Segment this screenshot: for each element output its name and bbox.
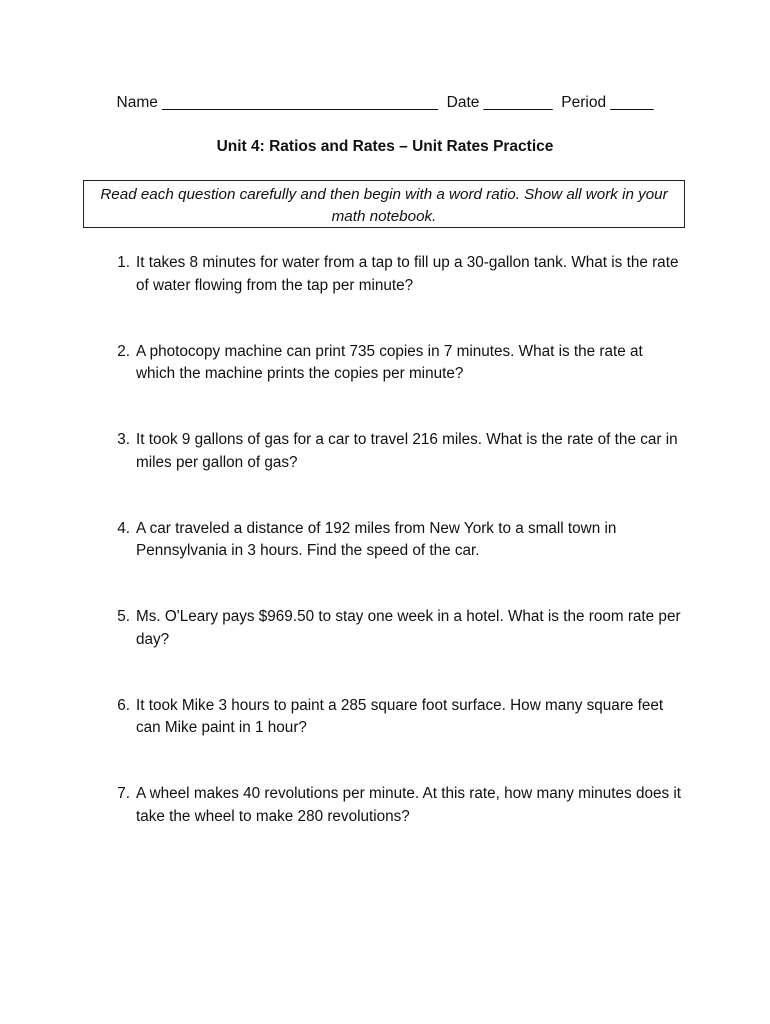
- question-item-7: [0, 783, 770, 872]
- question-number: 1.: [117, 254, 130, 271]
- question-text: It took 9 gallons of gas for a car to travel 216 miles. What is the rate of the car in miles per gallon of gas?: [136, 431, 678, 471]
- question-text: It takes 8 minutes for water from a tap to fill up a 30-gallon tank. What is the rate of water flowing from the tap per minute?: [136, 254, 679, 294]
- question-number: 4.: [117, 519, 130, 537]
- question-text: It took Mike 3 hours to paint a 285 square foot surface. How many square feet can Mike paint in 1 hour?: [136, 696, 664, 736]
- instructions-box: [83, 180, 685, 228]
- question-item-4: [0, 518, 770, 607]
- question-text: Ms. O'Leary pays $969.50 to stay one week in a hotel. What is the room rate per day?: [136, 608, 681, 648]
- question-number: 2.: [117, 342, 130, 360]
- question-number: 6.: [117, 696, 130, 714]
- question-list: [0, 252, 770, 872]
- question-number: 5.: [117, 608, 130, 625]
- question-text: A photocopy machine can print 735 copies in 7 minutes. What is the rate at which the machine prints the copies per minute?: [136, 342, 643, 382]
- question-item-2: [0, 341, 770, 430]
- question-number: 7.: [117, 785, 130, 802]
- question-item-5: [0, 606, 770, 695]
- question-number: 3.: [117, 431, 130, 448]
- worksheet-title: Unit 4: Ratios and Rates – Unit Rates Practice: [216, 138, 554, 155]
- question-text: A car traveled a distance of 192 miles from New York to a small town in Pennsylvania in 3 hours. Find the speed of the car.: [136, 519, 617, 559]
- question-item-1: [0, 252, 770, 341]
- instructions-text: Read each question carefully and then begin with a word ratio. Show all work in your math notebook.: [100, 186, 668, 225]
- question-item-6: [0, 695, 770, 784]
- question-text: A wheel makes 40 revolutions per minute. At this rate, how many minutes does it take the wheel to make 280 revolutions?: [136, 785, 682, 825]
- question-item-3: [0, 429, 770, 518]
- student-info-header: Name ________________________________ Date ________ Period _____: [116, 94, 654, 111]
